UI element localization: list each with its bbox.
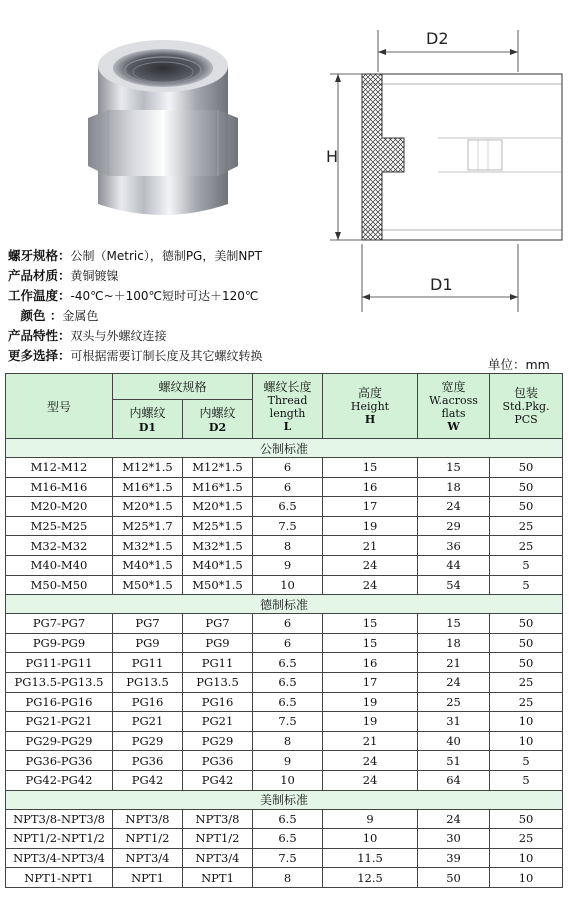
table-cell: 17: [323, 497, 418, 517]
table-cell: 9: [323, 809, 418, 829]
table-cell: PG36-PG36: [6, 751, 113, 771]
table-cell: 17: [323, 672, 418, 692]
table-row: [6, 555, 563, 575]
table-row: [6, 477, 563, 497]
table-cell: 6.5: [253, 497, 323, 517]
table-cell: PG9: [113, 633, 183, 653]
table-cell: 24: [418, 672, 490, 692]
table-cell: 10: [490, 848, 563, 868]
table-cell: 12.5: [323, 868, 418, 888]
table-cell: PG29-PG29: [6, 731, 113, 751]
table-cell: 21: [418, 653, 490, 673]
table-cell: PG7-PG7: [6, 614, 113, 634]
table-cell: 10: [490, 868, 563, 888]
table-cell: M32*1.5: [183, 536, 253, 556]
spec-row-temperature: 工作温度：-40℃~＋100℃短时可达＋120℃: [8, 288, 259, 303]
table-row: [6, 751, 563, 771]
header-inner-d1: 内螺纹 D1: [113, 400, 183, 439]
table-cell: NPT3/8: [183, 809, 253, 829]
table-cell: M12*1.5: [183, 458, 253, 478]
table-cell: NPT1/2: [113, 829, 183, 849]
table-cell: 16: [323, 653, 418, 673]
table-cell: 9: [253, 751, 323, 771]
table-cell: 24: [323, 575, 418, 595]
table-cell: 25: [490, 536, 563, 556]
table-cell: 19: [323, 516, 418, 536]
table-cell: 18: [418, 477, 490, 497]
table-row: [6, 731, 563, 751]
table-row: [6, 672, 563, 692]
product-photo: [78, 26, 248, 226]
table-cell: 21: [323, 536, 418, 556]
table-cell: M20*1.5: [113, 497, 183, 517]
table-cell: 6.5: [253, 829, 323, 849]
table-cell: 15: [418, 614, 490, 634]
table-cell: 25: [490, 829, 563, 849]
table-cell: 7.5: [253, 712, 323, 732]
table-cell: 6.5: [253, 692, 323, 712]
table-cell: 30: [418, 829, 490, 849]
table-cell: M25-M25: [6, 516, 113, 536]
table-cell: 50: [490, 458, 563, 478]
table-cell: M40*1.5: [113, 555, 183, 575]
header-height: 高度 Height H: [323, 374, 418, 439]
table-row: [6, 868, 563, 888]
table-row: [6, 829, 563, 849]
table-cell: 40: [418, 731, 490, 751]
table-cell: PG13.5-PG13.5: [6, 672, 113, 692]
table-cell: 6.5: [253, 672, 323, 692]
table-cell: PG42-PG42: [6, 770, 113, 790]
table-cell: M40*1.5: [183, 555, 253, 575]
table-cell: 24: [418, 809, 490, 829]
table-cell: 6: [253, 614, 323, 634]
table-cell: 50: [418, 868, 490, 888]
table-cell: PG36: [183, 751, 253, 771]
table-row: [6, 692, 563, 712]
spec-row-options: 更多选择：可根据需要订制长度及其它螺纹转换: [8, 348, 263, 363]
header-length: 螺纹长度 Thread length L: [253, 374, 323, 439]
table-cell: 25: [490, 516, 563, 536]
table-cell: NPT1/2-NPT1/2: [6, 829, 113, 849]
table-cell: 6.5: [253, 809, 323, 829]
table-cell: NPT3/8-NPT3/8: [6, 809, 113, 829]
table-cell: 7.5: [253, 848, 323, 868]
table-cell: 16: [323, 477, 418, 497]
table-cell: PG16-PG16: [6, 692, 113, 712]
table-body: [6, 439, 563, 888]
table-cell: PG29: [113, 731, 183, 751]
table-cell: 9: [253, 555, 323, 575]
table-cell: 50: [490, 633, 563, 653]
table-cell: 25: [418, 692, 490, 712]
table-cell: 29: [418, 516, 490, 536]
header-pack: 包装 Std.Pkg. PCS: [490, 374, 563, 439]
table-row: [6, 770, 563, 790]
table-cell: M12*1.5: [113, 458, 183, 478]
spec-row-material: 产品材质：黄铜镀镍: [8, 268, 119, 283]
table-cell: PG11: [183, 653, 253, 673]
header-inner-d2: 内螺纹 D2: [183, 400, 253, 439]
table-cell: 11.5: [323, 848, 418, 868]
table-cell: M25*1.7: [113, 516, 183, 536]
table-cell: PG13.5: [113, 672, 183, 692]
table-cell: 15: [323, 614, 418, 634]
table-row: [6, 458, 563, 478]
section-title: 公制标准: [6, 439, 563, 458]
h-label: H: [326, 147, 339, 166]
table-cell: 15: [323, 633, 418, 653]
table-cell: 8: [253, 868, 323, 888]
table-cell: M16*1.5: [183, 477, 253, 497]
table-cell: M40-M40: [6, 555, 113, 575]
header-thread-spec: 螺纹规格: [113, 374, 253, 400]
table-cell: 50: [490, 497, 563, 517]
table-cell: PG9: [183, 633, 253, 653]
table-row: [6, 848, 563, 868]
table-cell: PG42: [183, 770, 253, 790]
table-cell: M25*1.5: [183, 516, 253, 536]
table-cell: NPT1: [113, 868, 183, 888]
table-cell: 39: [418, 848, 490, 868]
table-cell: PG11: [113, 653, 183, 673]
header-width: 宽度 W.across flats W: [418, 374, 490, 439]
table-cell: 8: [253, 536, 323, 556]
table-cell: NPT1: [183, 868, 253, 888]
table-cell: 50: [490, 477, 563, 497]
table-cell: PG42: [113, 770, 183, 790]
table-cell: PG21-PG21: [6, 712, 113, 732]
table-cell: 36: [418, 536, 490, 556]
table-cell: 15: [323, 458, 418, 478]
table-cell: M16-M16: [6, 477, 113, 497]
table-cell: M20-M20: [6, 497, 113, 517]
table-cell: NPT1-NPT1: [6, 868, 113, 888]
section-header: [6, 790, 563, 809]
table-cell: PG11-PG11: [6, 653, 113, 673]
spec-list: [8, 246, 428, 366]
table-row: [6, 712, 563, 732]
table-cell: M20*1.5: [183, 497, 253, 517]
table-cell: 5: [490, 770, 563, 790]
table-cell: PG21: [183, 712, 253, 732]
table-cell: PG16: [113, 692, 183, 712]
table-cell: NPT3/4-NPT3/4: [6, 848, 113, 868]
table-cell: 15: [418, 458, 490, 478]
table-cell: 50: [490, 614, 563, 634]
table-cell: 10: [323, 829, 418, 849]
table-cell: M12-M12: [6, 458, 113, 478]
table-row: [6, 633, 563, 653]
table-cell: NPT3/8: [113, 809, 183, 829]
table-cell: 24: [323, 555, 418, 575]
table-cell: 7.5: [253, 516, 323, 536]
table-cell: 10: [490, 731, 563, 751]
table-cell: 24: [323, 751, 418, 771]
table-cell: 24: [323, 770, 418, 790]
table-cell: 19: [323, 712, 418, 732]
table-cell: M32-M32: [6, 536, 113, 556]
header-model: 型号: [6, 374, 113, 439]
table-cell: 6: [253, 458, 323, 478]
table-cell: M50*1.5: [113, 575, 183, 595]
table-cell: 21: [323, 731, 418, 751]
table-cell: 64: [418, 770, 490, 790]
table-cell: M50*1.5: [183, 575, 253, 595]
table-cell: PG16: [183, 692, 253, 712]
table-row: [6, 614, 563, 634]
table-cell: 10: [253, 770, 323, 790]
table-cell: PG7: [113, 614, 183, 634]
table-cell: 10: [490, 712, 563, 732]
d2-label: D2: [426, 29, 449, 48]
table-cell: 25: [490, 692, 563, 712]
table-cell: 50: [490, 809, 563, 829]
table-row: [6, 809, 563, 829]
table-cell: 24: [418, 497, 490, 517]
table-row: [6, 575, 563, 595]
section-title: 美制标准: [6, 790, 563, 809]
unit-label: 单位：mm: [488, 357, 550, 372]
table-cell: PG13.5: [183, 672, 253, 692]
d1-label: D1: [430, 275, 453, 294]
spec-row-color: 颜色 ：金属色: [8, 308, 99, 323]
spec-row-thread: 螺牙规格：公制（Metric），德制PG，美制NPT: [8, 248, 262, 263]
spec-row-feature: 产品特性：双头与外螺纹连接: [8, 328, 167, 343]
table-cell: NPT1/2: [183, 829, 253, 849]
section-title: 德制标准: [6, 595, 563, 614]
table-cell: M32*1.5: [113, 536, 183, 556]
table-cell: 54: [418, 575, 490, 595]
table-cell: 19: [323, 692, 418, 712]
section-header: [6, 595, 563, 614]
table-cell: 6.5: [253, 653, 323, 673]
table-cell: 50: [490, 653, 563, 673]
table-cell: 10: [253, 575, 323, 595]
table-cell: PG29: [183, 731, 253, 751]
table-cell: 5: [490, 751, 563, 771]
table-row: [6, 536, 563, 556]
table-cell: PG7: [183, 614, 253, 634]
table-cell: 31: [418, 712, 490, 732]
table-cell: PG21: [113, 712, 183, 732]
table-cell: NPT3/4: [113, 848, 183, 868]
table-cell: 6: [253, 633, 323, 653]
table-row: [6, 516, 563, 536]
table-cell: 25: [490, 672, 563, 692]
table-cell: PG36: [113, 751, 183, 771]
table-cell: PG9-PG9: [6, 633, 113, 653]
spec-table: [5, 373, 563, 888]
table-cell: NPT3/4: [183, 848, 253, 868]
table-row: [6, 497, 563, 517]
table-row: [6, 653, 563, 673]
table-cell: 51: [418, 751, 490, 771]
section-header: [6, 439, 563, 458]
table-cell: 18: [418, 633, 490, 653]
table-cell: 6: [253, 477, 323, 497]
table-cell: 5: [490, 575, 563, 595]
table-cell: M16*1.5: [113, 477, 183, 497]
table-cell: 5: [490, 555, 563, 575]
table-cell: 8: [253, 731, 323, 751]
table-cell: M50-M50: [6, 575, 113, 595]
table-cell: 44: [418, 555, 490, 575]
